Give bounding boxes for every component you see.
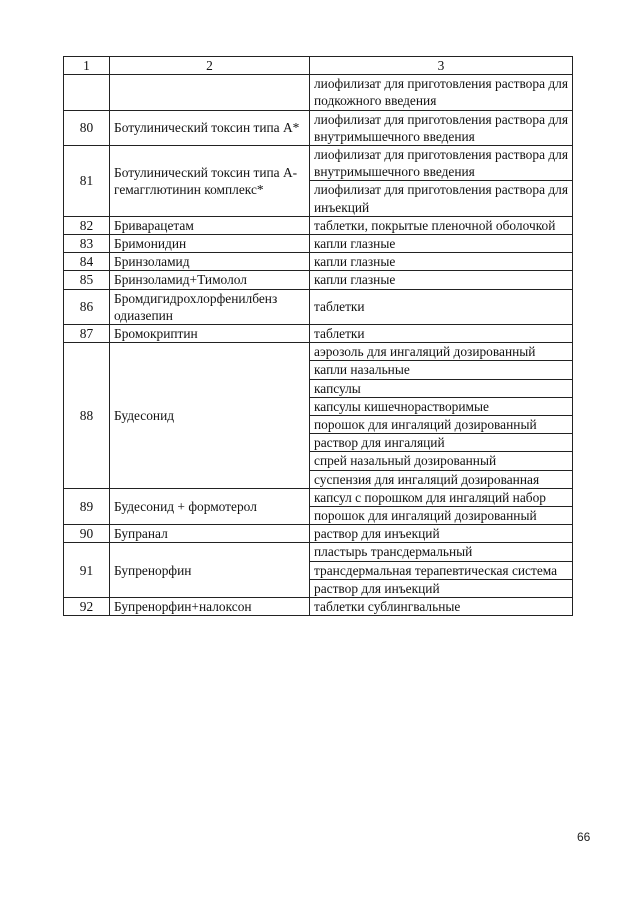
header-col-1: 1	[64, 57, 110, 75]
dosage-form: лиофилизат для приготовления раствора для внутримышечного введения	[310, 110, 573, 145]
dosage-form: капли глазные	[310, 271, 573, 289]
drug-name: Бринзоламид+Тимолол	[110, 271, 310, 289]
drug-name: Ботулинический токсин типа А-гемагглютинин комплекс*	[110, 146, 310, 217]
row-number: 90	[64, 525, 110, 543]
dosage-form: таблетки сублингвальные	[310, 598, 573, 616]
drug-name: Бриварацетам	[110, 216, 310, 234]
table-row	[64, 325, 573, 343]
table-body	[64, 75, 573, 616]
row-number: 92	[64, 598, 110, 616]
table-row	[64, 216, 573, 234]
row-number: 83	[64, 235, 110, 253]
dosage-form: лиофилизат для приготовления раствора для внутримышечного введения	[310, 146, 573, 181]
dosage-form: капли глазные	[310, 235, 573, 253]
row-number	[64, 75, 110, 110]
table-row	[64, 289, 573, 324]
row-number: 86	[64, 289, 110, 324]
row-number: 85	[64, 271, 110, 289]
dosage-form: порошок для ингаляций дозированный	[310, 416, 573, 434]
dosage-form: капсулы кишечнорастворимые	[310, 397, 573, 415]
dosage-form: порошок для ингаляций дозированный	[310, 507, 573, 525]
table-row	[64, 525, 573, 543]
dosage-form: лиофилизат для приготовления раствора для подкожного введения	[310, 75, 573, 110]
dosage-form: раствор для инъекций	[310, 525, 573, 543]
dosage-form: раствор для ингаляций	[310, 434, 573, 452]
row-number: 84	[64, 253, 110, 271]
table-row	[64, 488, 573, 506]
row-number: 87	[64, 325, 110, 343]
table-row	[64, 543, 573, 561]
drug-name: Будесонид + формотерол	[110, 488, 310, 524]
drug-name: Бупранал	[110, 525, 310, 543]
dosage-form: раствор для инъекций	[310, 579, 573, 597]
table-row	[64, 75, 573, 110]
header-col-2: 2	[110, 57, 310, 75]
dosage-form: лиофилизат для приготовления раствора для инъекций	[310, 181, 573, 216]
drug-name: Бупренорфин	[110, 543, 310, 598]
dosage-form: капли назальные	[310, 361, 573, 379]
dosage-form: капли глазные	[310, 253, 573, 271]
row-number: 88	[64, 343, 110, 489]
dosage-form: капсулы	[310, 379, 573, 397]
table-row	[64, 235, 573, 253]
drug-name: Будесонид	[110, 343, 310, 489]
drug-name: Бромокриптин	[110, 325, 310, 343]
dosage-form: трансдермальная терапевтическая система	[310, 561, 573, 579]
dosage-form: таблетки	[310, 325, 573, 343]
header-col-3: 3	[310, 57, 573, 75]
header-row	[64, 57, 573, 75]
drug-name	[110, 75, 310, 110]
row-number: 80	[64, 110, 110, 145]
table-row	[64, 598, 573, 616]
table-row	[64, 110, 573, 145]
drug-name: Бримонидин	[110, 235, 310, 253]
dosage-form: таблетки	[310, 289, 573, 324]
drug-name: Бромдигидрохлорфенилбенз одиазепин	[110, 289, 310, 324]
page-number: 66	[577, 830, 591, 844]
table-row	[64, 146, 573, 181]
dosage-form: суспензия для ингаляций дозированная	[310, 470, 573, 488]
drug-name: Бупренорфин+налоксон	[110, 598, 310, 616]
dosage-form: таблетки, покрытые пленочной оболочкой	[310, 216, 573, 234]
row-number: 91	[64, 543, 110, 598]
dosage-form: спрей назальный дозированный	[310, 452, 573, 470]
row-number: 81	[64, 146, 110, 217]
dosage-form: аэрозоль для ингаляций дозированный	[310, 343, 573, 361]
row-number: 89	[64, 488, 110, 524]
row-number: 82	[64, 216, 110, 234]
drug-table	[63, 56, 573, 616]
table-row	[64, 253, 573, 271]
dosage-form: пластырь трансдермальный	[310, 543, 573, 561]
table-row	[64, 343, 573, 361]
table-row	[64, 271, 573, 289]
drug-name: Бринзоламид	[110, 253, 310, 271]
drug-name: Ботулинический токсин типа А*	[110, 110, 310, 145]
dosage-form: капсул с порошком для ингаляций набор	[310, 488, 573, 506]
